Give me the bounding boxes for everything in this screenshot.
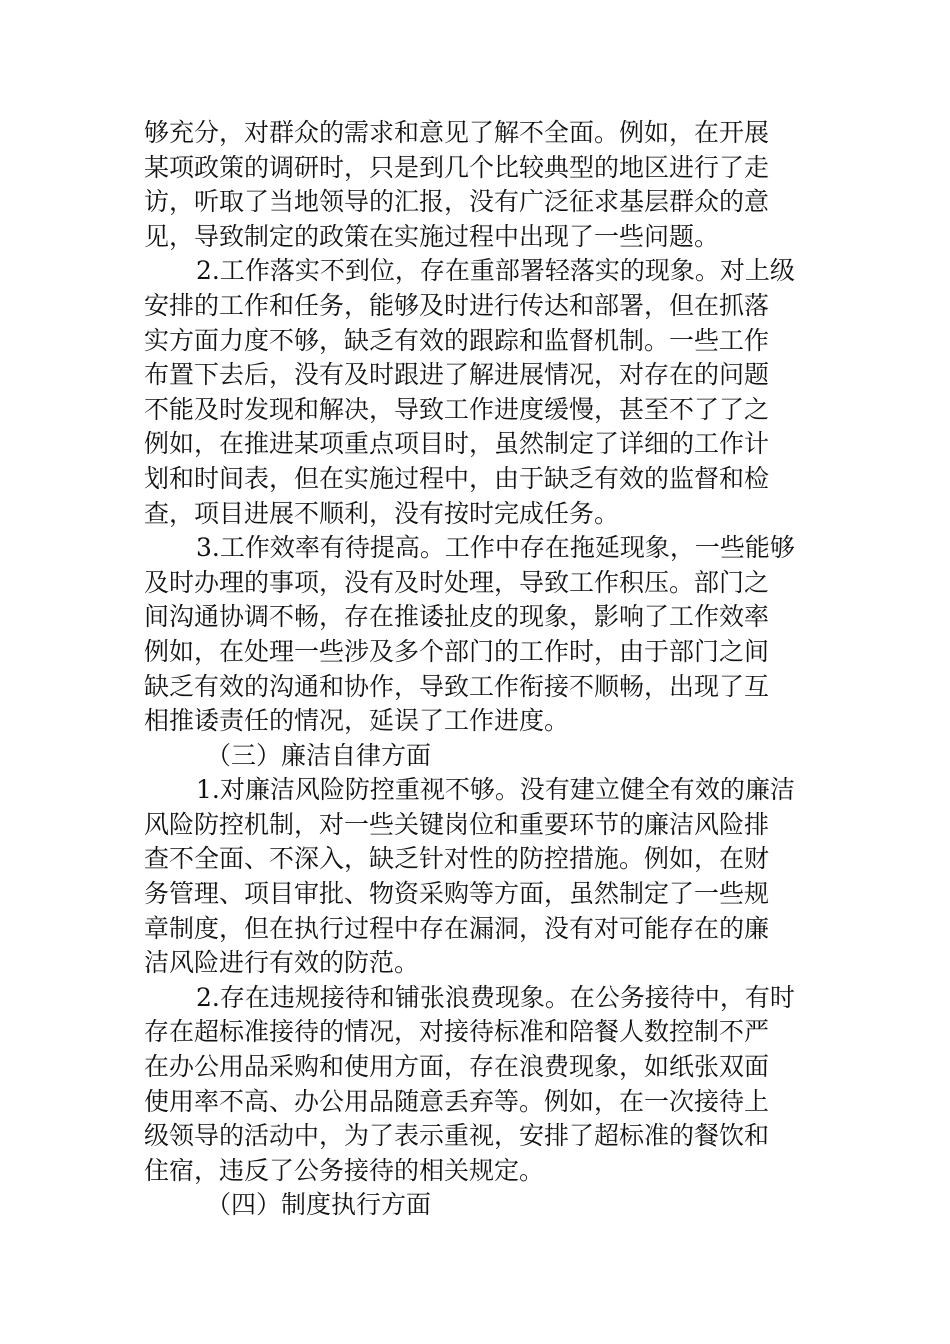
text-line: 章制度，但在执行过程中存在漏洞，没有对可能存在的廉 (144, 913, 770, 943)
text-line: 及时办理的事项，没有及时处理，导致工作积压。部门之 (144, 567, 770, 597)
paragraph-first-line: 2.工作落实不到位，存在重部署轻落实的现象。对上级 (196, 256, 795, 286)
section-heading: （四）制度执行方面 (206, 1190, 432, 1220)
text-line: 务管理、项目审批、物资采购等方面，虽然制定了一些规 (144, 879, 770, 909)
text-line: 洁风险进行有效的防范。 (144, 948, 420, 978)
text-line: 在办公用品采购和使用方面，存在浪费现象，如纸张双面 (144, 1052, 770, 1082)
text-line: 例如，在处理一些涉及多个部门的工作时，由于部门之间 (144, 636, 770, 666)
text-line: 布置下去后，没有及时跟进了解进展情况，对存在的问题 (144, 360, 770, 390)
text-line: 存在超标准接待的情况，对接待标准和陪餐人数控制不严 (144, 1017, 770, 1047)
text-line: 某项政策的调研时，只是到几个比较典型的地区进行了走 (144, 152, 770, 182)
paragraph-first-line: 2.存在违规接待和铺张浪费现象。在公务接待中，有时 (196, 982, 795, 1012)
text-line: 查，项目进展不顺利，没有按时完成任务。 (144, 498, 620, 528)
text-line: 查不全面、不深入，缺乏针对性的防控措施。例如，在财 (144, 844, 770, 874)
text-line: 安排的工作和任务，能够及时进行传达和部署，但在抓落 (144, 290, 770, 320)
text-line: 见，导致制定的政策在实施过程中出现了一些问题。 (144, 221, 720, 251)
text-line: 不能及时发现和解决，导致工作进度缓慢，甚至不了了之 (144, 394, 770, 424)
text-line: 级领导的活动中，为了表示重视，安排了超标准的餐饮和 (144, 1121, 770, 1151)
paragraph-first-line: 3.工作效率有待提高。工作中存在拖延现象，一些能够 (196, 533, 795, 563)
document-body (144, 116, 808, 1223)
text-line: 缺乏有效的沟通和协作，导致工作衔接不顺畅，出现了互 (144, 671, 770, 701)
text-line: 住宿，违反了公务接待的相关规定。 (144, 1155, 545, 1185)
text-line: 使用率不高、办公用品随意丢弃等。例如，在一次接待上 (144, 1086, 770, 1116)
text-line: 够充分，对群众的需求和意见了解不全面。例如，在开展 (144, 118, 770, 147)
text-line: 访，听取了当地领导的汇报，没有广泛征求基层群众的意 (144, 187, 770, 217)
text-line: 相推诿责任的情况，延误了工作进度。 (144, 706, 570, 736)
text-line: 实方面力度不够，缺乏有效的跟踪和监督机制。一些工作 (144, 325, 770, 355)
section-heading: （三）廉洁自律方面 (206, 740, 432, 770)
text-line: 划和时间表，但在实施过程中，由于缺乏有效的监督和检 (144, 463, 770, 493)
paragraph-first-line: 1.对廉洁风险防控重视不够。没有建立健全有效的廉洁 (196, 775, 795, 805)
text-line: 例如，在推进某项重点项目时，虽然制定了详细的工作计 (144, 429, 770, 459)
text-line: 间沟通协调不畅，存在推诿扯皮的现象，影响了工作效率 (144, 602, 770, 632)
text-line: 风险防控机制，对一些关键岗位和重要环节的廉洁风险排 (144, 809, 770, 839)
